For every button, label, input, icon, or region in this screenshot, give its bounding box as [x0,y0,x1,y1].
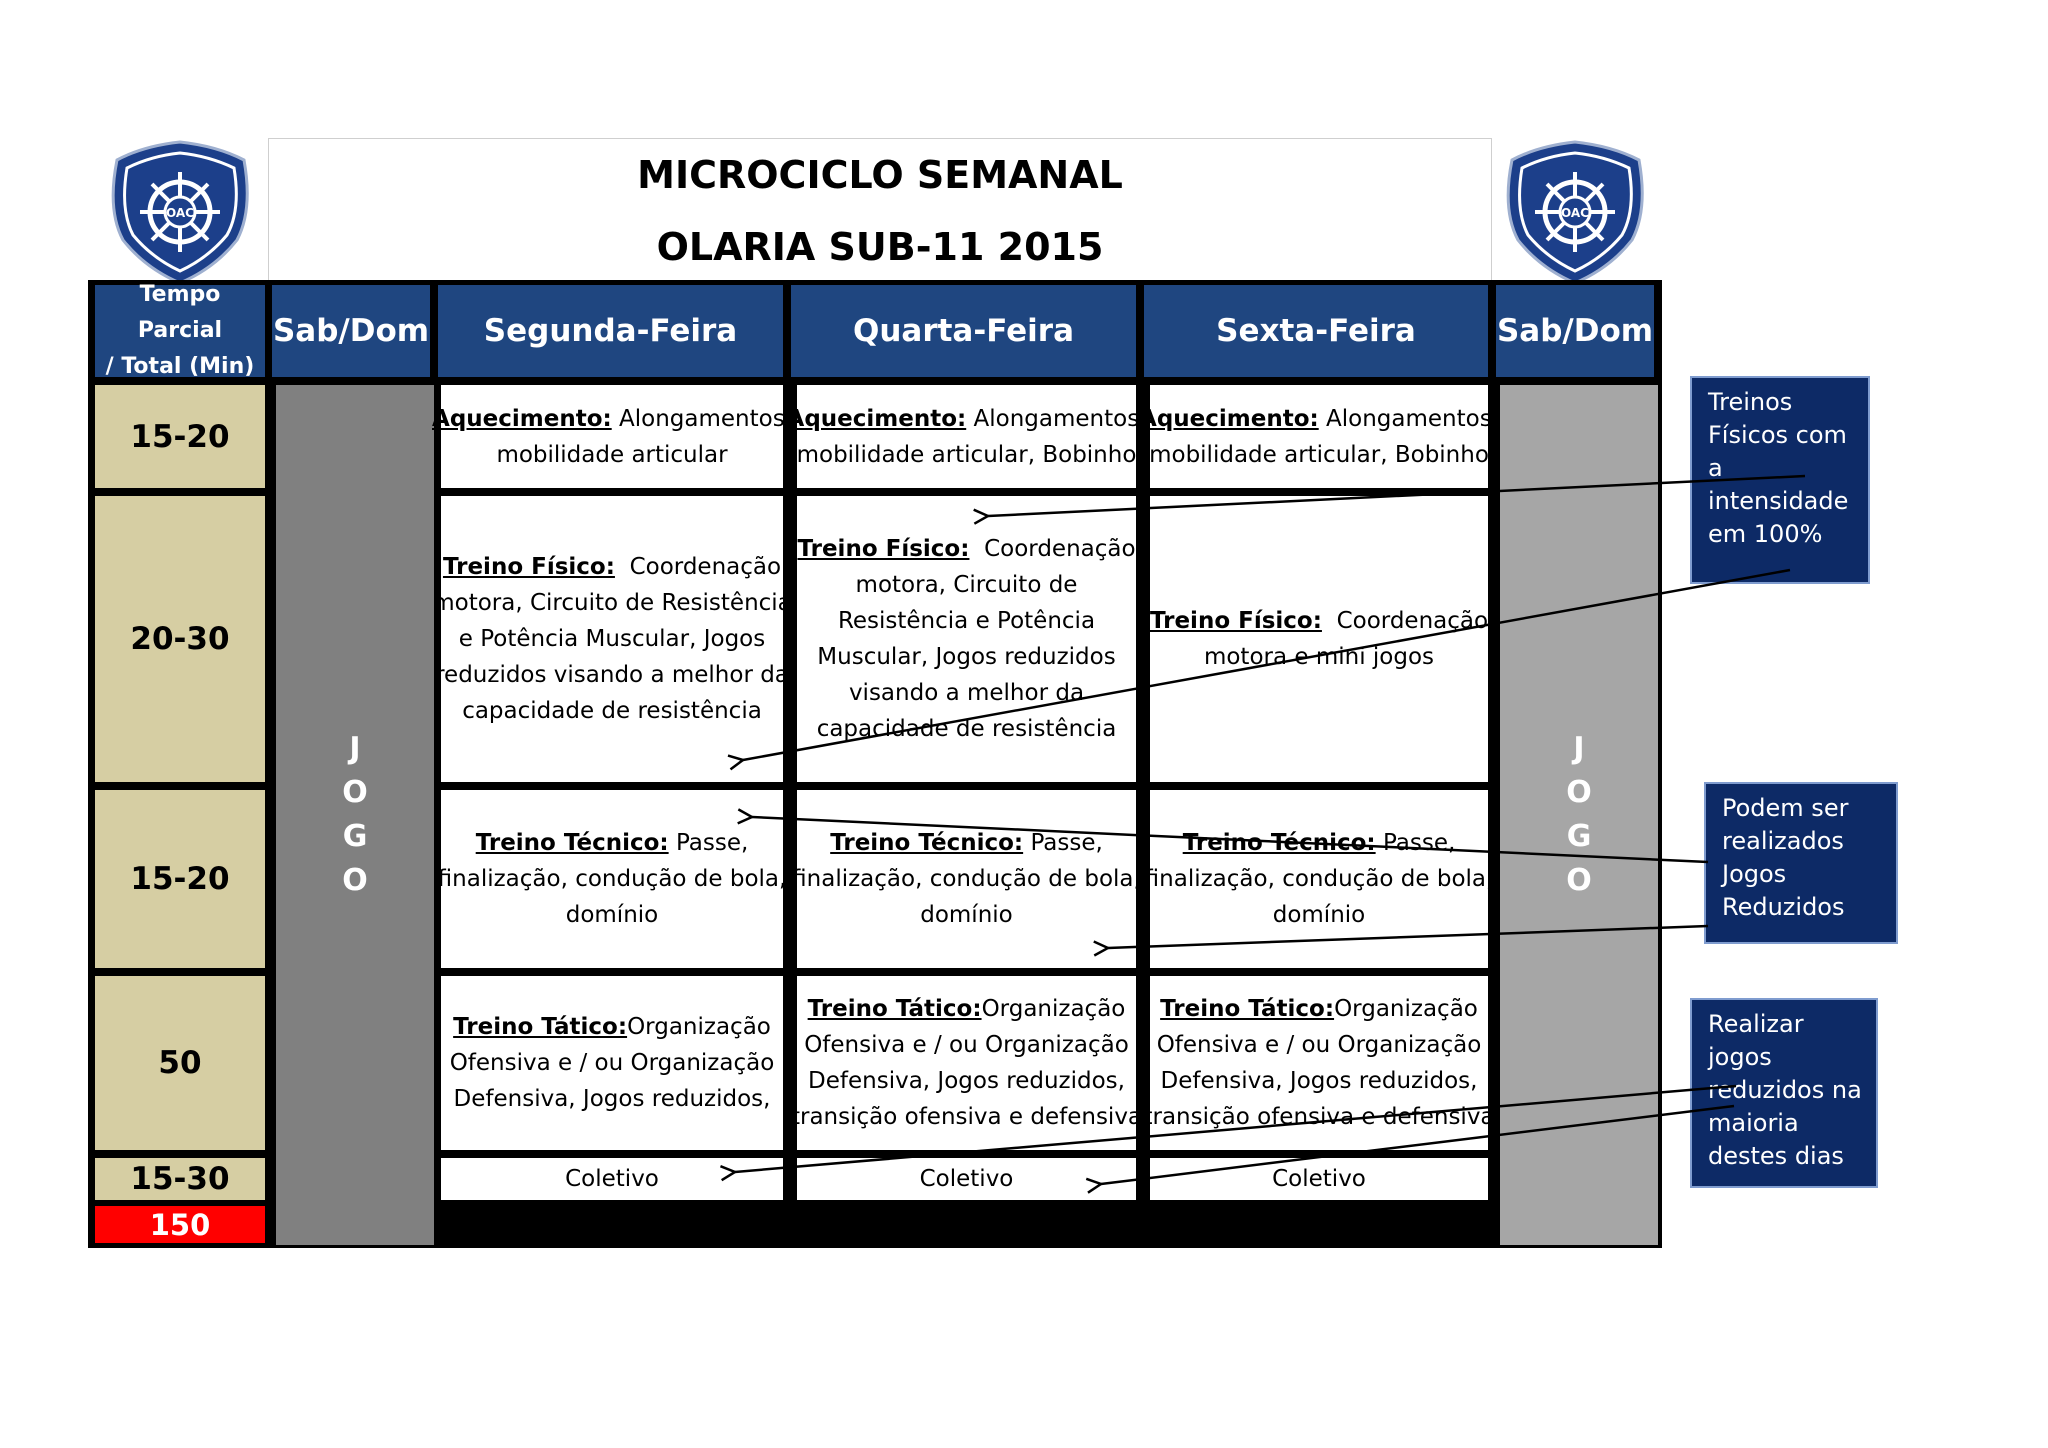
fisico-segunda: Treino Físico: Coordenação motora, Circuito de Resistência e Potência Muscular, Jogos reduzidos visando a melhor da capacidade de resistência [441,496,783,782]
header-segunda: Segunda-Feira [438,285,783,377]
fisico-sexta: Treino Físico: Coordenação motora e mini jogos [1150,496,1488,782]
note-realizar-jogos: Realizar jogos reduzidos na maioria destes dias [1690,998,1878,1188]
tecnico-sexta: Treino Técnico: Passe, finalização, condução de bola, domínio [1150,790,1488,968]
club-crest-right-icon [1498,140,1653,285]
club-crest-left-icon [103,140,258,285]
total-cell: 150 [95,1206,265,1243]
title-box [268,138,1492,283]
coletivo-quarta: Coletivo [797,1158,1136,1200]
title-line-1: MICROCICLO SEMANAL [637,153,1123,197]
header-sab-dom-right: Sab/Dom [1496,285,1654,377]
tempo-cell: 15-20 [95,385,265,488]
aquecimento-quarta: Aquecimento: Alongamentos, mobilidade articular, Bobinho [797,385,1136,488]
tatico-sexta: Treino Tático:Organização Ofensiva e / ou Organização Defensiva, Jogos reduzidos, transição ofensiva e defensiva [1150,976,1488,1150]
jogo-column-right: J O G O [1500,385,1658,1245]
tempo-cell: 15-30 [95,1158,265,1200]
svg-text:OAC: OAC [1561,206,1589,220]
fisico-quarta: Treino Físico: Coordenação motora, Circuito de Resistência e Potência Muscular, Jogos reduzidos visando a melhor da capacidade de resistência [797,496,1136,782]
title-line-2: OLARIA SUB-11 2015 [656,225,1104,269]
header-tempo: Tempo Parcial / Total (Min) [95,285,265,377]
aquecimento-sexta: Aquecimento: Alongamentos, mobilidade articular, Bobinho [1150,385,1488,488]
aquecimento-segunda: Aquecimento: Alongamentos, mobilidade articular [441,385,783,488]
note-jogos-reduzidos: Podem ser realizados Jogos Reduzidos [1704,782,1898,944]
tempo-cell: 20-30 [95,496,265,782]
header-sab-dom-left: Sab/Dom [272,285,430,377]
tempo-cell: 15-20 [95,790,265,968]
tatico-quarta: Treino Tático:Organização Ofensiva e / ou Organização Defensiva, Jogos reduzidos, transição ofensiva e defensiva [797,976,1136,1150]
tecnico-quarta: Treino Técnico: Passe, finalização, condução de bola, domínio [797,790,1136,968]
tempo-cell: 50 [95,976,265,1150]
tecnico-segunda: Treino Técnico: Passe, finalização, condução de bola, domínio [441,790,783,968]
header-quarta: Quarta-Feira [791,285,1136,377]
jogo-column-left: J O G O [276,385,434,1245]
svg-text:OAC: OAC [166,206,194,220]
coletivo-segunda: Coletivo [441,1158,783,1200]
tatico-segunda: Treino Tático:Organização Ofensiva e / ou Organização Defensiva, Jogos reduzidos, [441,976,783,1150]
note-treinos-fisicos: Treinos Físicos com a intensidade em 100% [1690,376,1870,584]
coletivo-sexta: Coletivo [1150,1158,1488,1200]
header-sexta: Sexta-Feira [1144,285,1488,377]
